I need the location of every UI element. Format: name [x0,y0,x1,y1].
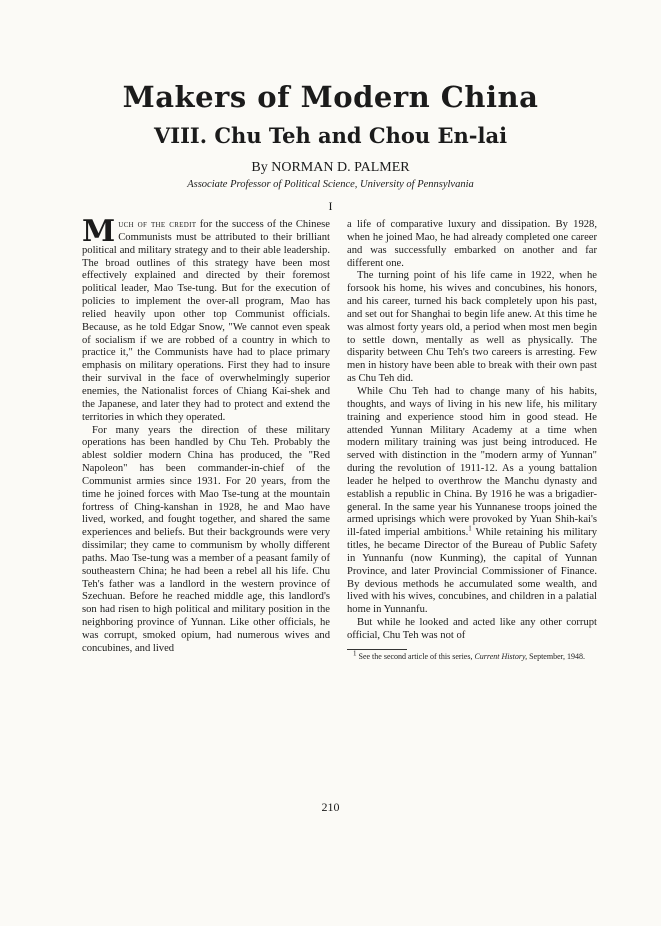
paragraph-text: for the success of the Chinese Communists must be attributed to their brilliant political and military strategy and to their able leadership. The broad outlines of this strategy have been most effectively explained and directed by their foremost political leader, Mao Tse-tung. But for the execution of policies to implement the over-all program, Mao has relied heavily upon other top Communist officials. Because, as he told Edgar Snow, "We cannot even speak of socialism if we are robbed of a country in which to practice it," the Communists have had to place primary emphasis on military operations. First they had to insure their survival in the face of overwhelmingly superior enemies, the Nationalist forces of Chiang Kai-shek and the Japanese, and later they had to protect and extend the territories in which they operated. [82,219,330,423]
paragraph-text: While retaining his military titles, he became Director of the Bureau of Public Safety in Yunnanfu (now Kunming), the capital of Yunnan Province, and later Provincial Commissioner of Finance. By devious methods he accumulated some wealth, and lived with his wives, concubines, and children in a palatial home in Yunnanfu. [347,527,598,616]
lead-in: uch of the credit [118,219,197,230]
page-number: 210 [321,800,340,814]
left-column [82,214,330,656]
paragraph: But while he looked and acted like any other corrupt official, Chu Teh was not of [347,617,597,641]
section-number: I [328,199,333,213]
paragraph-text: While Chu Teh had to change many of his habits, thoughts, and ways of living in his new life, his military training and experience stood him in good stead. He attended Yunnan Military Academy at a time when modern military training was just being introduced. He served with distinction in the "modern army of Yunnan" during the revolution of 1911-12. As a young battalion leader he helped to overthrow the Manchu dynasty and establish a republic in China. By 1916 he was a brigadier-general. In the same year his Yunnanese troops joined the armed uprisings which were provoked by Yuan Shih-kai's ill-fated imperial ambitions. [347,385,597,539]
journal-name: Current History, [474,651,528,661]
paragraph: a life of comparative luxury and dissipation. By 1928, when he joined Mao, he had already completed one career and was successfully embarked on another and far different one. [347,219,597,269]
footnote [347,649,597,661]
footnote-text: See the second article of this series, [356,651,475,661]
author-affiliation: Associate Professor of Political Science, University of Pennsylvania [187,179,474,190]
paragraph: The turning point of his life came in 1922, when he forsook his home, his wives and concubines, his honors, and his career, turned his back completely upon his past, and set out for Shanghai to begin life anew. At this time he was almost forty years old, a period when most men begin to settle down, mentally as well as physically. The disparity between Chu Teh's two careers is arresting. Few men in history have been able to break with their own past as Chu Teh did. [347,270,597,385]
article-title: VIII. Chu Teh and Chou En-lai [153,123,508,148]
footnote-number: 1 [353,649,357,658]
paragraph [82,214,330,425]
paragraph [347,386,597,617]
paragraph: For many years the direction of these military operations has been handled by Chu Teh. Probably the ablest soldier modern China has produced, the "Red Napoleon" has been commander-in-chief of the Communist armies since 1931. For 20 years, from the time he joined forces with Mao Tse-tung at the mountain fortress of Ching-kanshan in 1928, he and Mao have lived, worked, and fought together, and shared the same experiences and beliefs. But their backgrounds were very dissimilar; they came to communism by wholly different paths. Mao Tse-tung was a member of a peasant family of southeastern China; he had been a rebel all his life. Chu Teh's father was a landlord in the western province of Szechuan. Before he reached middle age, this landlord's son had risen to high political and military position in the neighboring province of Yunnan. Like other officials, he was corrupt, smoked opium, had numerous wives and concubines, and lived [82,424,330,654]
article-series-title: Makers of Modern China [122,80,539,114]
footnote-marker: 1 [468,524,472,533]
right-column [347,219,597,661]
drop-cap: M [82,214,116,249]
author-byline: By NORMAN D. PALMER [251,160,410,175]
footnote-date: September, 1948. [527,651,585,661]
